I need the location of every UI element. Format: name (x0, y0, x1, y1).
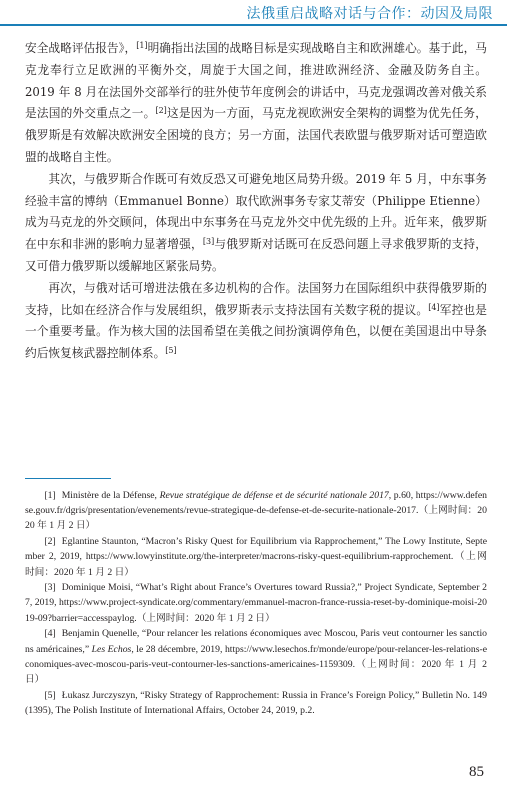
paragraph-1-text-a: 安全战略评估报告》， (25, 41, 137, 55)
header-rule (0, 24, 507, 26)
footnote-number: [3] (44, 582, 56, 594)
footnote-3 (25, 580, 487, 626)
page-number: 85 (469, 764, 484, 780)
paragraph-3 (25, 278, 487, 365)
paragraph-1-text-c: 这是因为一方面，马克龙视欧洲安全架构的调整为优先任务，俄罗斯是有效解决欧洲安全困境的良方；另一方面，法国代表欧盟与俄罗斯对话可塑造欧盟的战略自主性。 (25, 106, 487, 164)
paragraph-1 (25, 38, 487, 169)
footnote-text: Łukasz Jurczyszyn, “Risky Strategy of Rapprochement: Russia in France’s Foreign Policy,” Bulletin No. 149(1395), The Polish Institute of International Affairs, October 24, 2019, p.2. (25, 689, 487, 716)
footnote-number: [1] (44, 490, 56, 501)
paragraph-2 (25, 169, 487, 278)
footnote-1 (25, 488, 487, 534)
footnote-text: Benjamin Quenelle, “Pour relancer les relations économiques avec Moscou, Paris veut contourner les sanctions américaines,” (25, 628, 487, 655)
footnote-text-tail: , p.60, https://www.defense.gouv.fr/dgris/presentation/evenements/revue-strategique-de-defense-et-de-securite-nationale-2017.（上网时间：2020 年 1 月 2 日） (25, 490, 488, 532)
footnote-number: [2] (44, 536, 56, 548)
footnote-text: Dominique Moisi, “What’s Right about France’s Overtures toward Russia?,” Project Syndicate, September 27, 2019, https://www.project-syndicate.org/commentary/emmanuel-macron-france-russia-reset-by-dominique-moisi-2019-09?barrier=accesspaylog.（上网时间：2020 年 1 月 2 日） (25, 582, 487, 624)
footnote-text-tail: , le 28 décembre, 2019, https://www.lesechos.fr/monde/europe/pour-relancer-les-relations-economiques-avec-moscou-paris-veut-contourner-les-sanctions-americaines-1159309.（上网时间：2020 年 1 月 2 日） (25, 643, 488, 685)
footnote-ref-5[interactable]: [5] (165, 346, 177, 356)
paragraph-1-text-b: 明确指出法国的战略目标是实现战略自主和欧洲雄心。基于此，马克龙奉行立足欧洲的平衡外交，周旋于大国之间，推进欧洲经济、金融及防务自主。2019 年 8 月在法国外交部举行的驻外使节年度例会的讲话中，马克龙强调改善对俄关系是法国的外交重点之一。 (25, 41, 487, 121)
footnote-5 (25, 688, 487, 718)
footnote-ref-4[interactable]: [4] (428, 302, 440, 312)
running-header-title: 法俄重启战略对话与合作：动因及局限 (246, 6, 493, 22)
running-header (0, 0, 507, 26)
footnote-4 (25, 626, 487, 687)
paragraph-2-text-a: 其次，与俄罗斯合作既可有效反恐又可避免地区局势升级。2019 年 5 月，中东事务经验丰富的博纳（Emmanuel Bonne）取代欧洲事务专家艾蒂安（Philippe Etienne）成为马克龙的外交顾问，体现出中东事务在马克龙外交中优先级的上升。近年来，俄罗斯在中东和非洲的影响力显著增强， (25, 171, 487, 252)
footnote-number: [5] (44, 689, 56, 701)
footnote-text: Ministère de la Défense, (61, 490, 160, 501)
footnote-ref-1[interactable]: [1] (136, 41, 148, 50)
footnote-2 (25, 534, 487, 580)
body-text (25, 38, 487, 365)
footnote-ref-2[interactable]: [2] (155, 106, 167, 116)
footnote-italic-title: Les Echos (91, 643, 132, 655)
footnote-number: [4] (44, 628, 56, 640)
footnotes (25, 488, 487, 719)
paragraph-3-text-a: 再次，与俄对话可增进法俄在多边机构的合作。法国努力在国际组织中获得俄罗斯的支持，比如在经济合作与发展组织，俄罗斯表示支持法国有关数字税的提议。 (25, 280, 487, 317)
footnote-ref-3[interactable]: [3] (202, 237, 215, 247)
footnote-separator (25, 478, 111, 479)
paragraph-2-text-b: 与俄罗斯对话既可在反恐问题上寻求俄罗斯的支持，又可借力俄罗斯以缓解地区紧张局势。 (25, 237, 487, 273)
footnote-text: Eglantine Staunton, “Macron’s Risky Quest for Equilibrium via Rapprochement,” The Lowy Institute, September 2, 2019, https://www.lowyinstitute.org/the-interpreter/macrons-risky-quest-equilibrium-rapprochement.（上网时间：2020 年 1 月 2 日） (25, 536, 487, 578)
paragraph-3-text-b: 军控也是一个重要考量。作为核大国的法国希望在美俄之间扮演调停角色，以便在美国退出中导条约后恢复核武器控制体系。 (25, 302, 487, 361)
footnote-italic-title: Revue stratégique de défense et de sécurité nationale 2017 (159, 490, 389, 501)
